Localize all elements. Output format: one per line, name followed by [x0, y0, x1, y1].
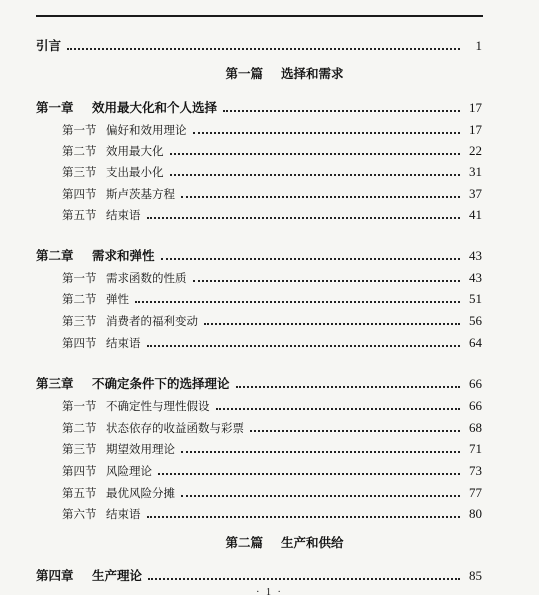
page-footer-mark: · 1 · [256, 587, 283, 595]
chapter-number: 第三章 [36, 376, 74, 391]
leader-dots [67, 48, 460, 50]
section-title: 期望效用理论 [106, 442, 175, 456]
section-title: 状态依存的收益函数与彩票 [106, 421, 244, 435]
leader-dots [170, 153, 461, 155]
top-rule [36, 15, 483, 17]
toc-entry-title: 引言 [36, 38, 62, 53]
section-number: 第三节 [62, 165, 97, 179]
leader-dots [204, 323, 460, 325]
leader-dots [135, 301, 460, 303]
section-number: 第三节 [62, 442, 97, 456]
toc-section[interactable] [62, 502, 482, 522]
section-number: 第三节 [62, 314, 97, 328]
leader-dots [161, 258, 460, 260]
leader-dots [216, 408, 461, 410]
toc-page-number: 43 [469, 270, 482, 285]
leader-dots [147, 516, 461, 518]
section-number: 第四节 [62, 464, 97, 478]
section-number: 第一节 [62, 399, 97, 413]
section-number: 第六节 [62, 507, 97, 521]
section-number: 第四节 [62, 336, 97, 350]
section-number: 第五节 [62, 208, 97, 222]
toc-chapter[interactable] [36, 96, 482, 116]
toc-page-number: 22 [469, 143, 482, 158]
chapter-title: 生产理论 [92, 568, 143, 583]
part-title: 选择和需求 [281, 66, 344, 81]
section-title: 消费者的福利变动 [106, 314, 198, 328]
leader-dots [236, 386, 460, 388]
section-number: 第一节 [62, 123, 97, 137]
section-title: 结束语 [106, 336, 141, 350]
toc-page-number: 66 [469, 398, 482, 413]
section-title: 风险理论 [106, 464, 152, 478]
chapter-title: 不确定条件下的选择理论 [92, 376, 230, 391]
toc-section[interactable] [62, 481, 482, 501]
section-title: 偏好和效用理论 [106, 123, 187, 137]
chapter-number: 第二章 [36, 248, 74, 263]
toc-section[interactable] [62, 139, 482, 159]
toc-page-number: 41 [469, 207, 482, 222]
toc-section[interactable] [62, 287, 482, 307]
leader-dots [250, 430, 460, 432]
part-number: 第一篇 [225, 66, 263, 81]
toc-section[interactable] [62, 182, 482, 202]
toc-section[interactable] [62, 437, 482, 457]
section-number: 第二节 [62, 144, 97, 158]
section-title: 结束语 [106, 507, 141, 521]
toc-page-number: 85 [469, 568, 482, 583]
toc-page-number: 1 [475, 38, 482, 53]
leader-dots [147, 345, 461, 347]
section-title: 不确定性与理性假设 [106, 399, 210, 413]
section-title: 最优风险分摊 [106, 486, 175, 500]
toc-page-number: 68 [469, 420, 482, 435]
toc-section[interactable] [62, 203, 482, 223]
toc-section[interactable] [62, 160, 482, 180]
toc-page-number: 73 [469, 463, 482, 478]
toc-page-number: 66 [469, 376, 482, 391]
part-number: 第二篇 [225, 535, 263, 550]
toc-chapter[interactable] [36, 372, 482, 392]
leader-dots [181, 196, 460, 198]
leader-dots [170, 174, 461, 176]
leader-dots [181, 451, 460, 453]
leader-dots [193, 280, 461, 282]
toc-page-number: 43 [469, 248, 482, 263]
leader-dots [158, 473, 460, 475]
toc-section[interactable] [62, 118, 482, 138]
toc-page-number: 56 [469, 313, 482, 328]
toc-section[interactable] [62, 459, 482, 479]
toc-page-number: 17 [469, 100, 482, 115]
toc-page-number: 37 [469, 186, 482, 201]
toc-page-number: 64 [469, 335, 482, 350]
toc-section[interactable] [62, 309, 482, 329]
section-title: 斯卢茨基方程 [106, 187, 175, 201]
toc-page-number: 17 [469, 122, 482, 137]
section-title: 效用最大化 [106, 144, 164, 158]
chapter-number: 第一章 [36, 100, 74, 115]
section-number: 第四节 [62, 187, 97, 201]
part-heading [0, 534, 539, 552]
chapter-number: 第四章 [36, 568, 74, 583]
toc-section[interactable] [62, 266, 482, 286]
leader-dots [193, 132, 461, 134]
part-heading [0, 65, 539, 83]
leader-dots [181, 495, 460, 497]
leader-dots [148, 578, 460, 580]
section-number: 第二节 [62, 421, 97, 435]
section-title: 需求函数的性质 [106, 271, 187, 285]
toc-section[interactable] [62, 416, 482, 436]
toc-page-number: 80 [469, 506, 482, 521]
section-title: 结束语 [106, 208, 141, 222]
section-number: 第二节 [62, 292, 97, 306]
toc-section[interactable] [62, 331, 482, 351]
toc-chapter[interactable] [36, 564, 482, 584]
toc-entry-intro[interactable] [36, 34, 482, 54]
part-title: 生产和供给 [281, 535, 344, 550]
section-number: 第五节 [62, 486, 97, 500]
section-title: 弹性 [106, 292, 129, 306]
leader-dots [147, 217, 461, 219]
toc-page-number: 51 [469, 291, 482, 306]
toc-page-number: 77 [469, 485, 482, 500]
toc-page-number: 71 [469, 441, 482, 456]
leader-dots [223, 110, 460, 112]
chapter-title: 需求和弹性 [92, 248, 155, 263]
toc-page-number: 31 [469, 164, 482, 179]
chapter-title: 效用最大化和个人选择 [92, 100, 218, 115]
section-title: 支出最小化 [106, 165, 164, 179]
section-number: 第一节 [62, 271, 97, 285]
toc-section[interactable] [62, 394, 482, 414]
toc-chapter[interactable] [36, 244, 482, 264]
